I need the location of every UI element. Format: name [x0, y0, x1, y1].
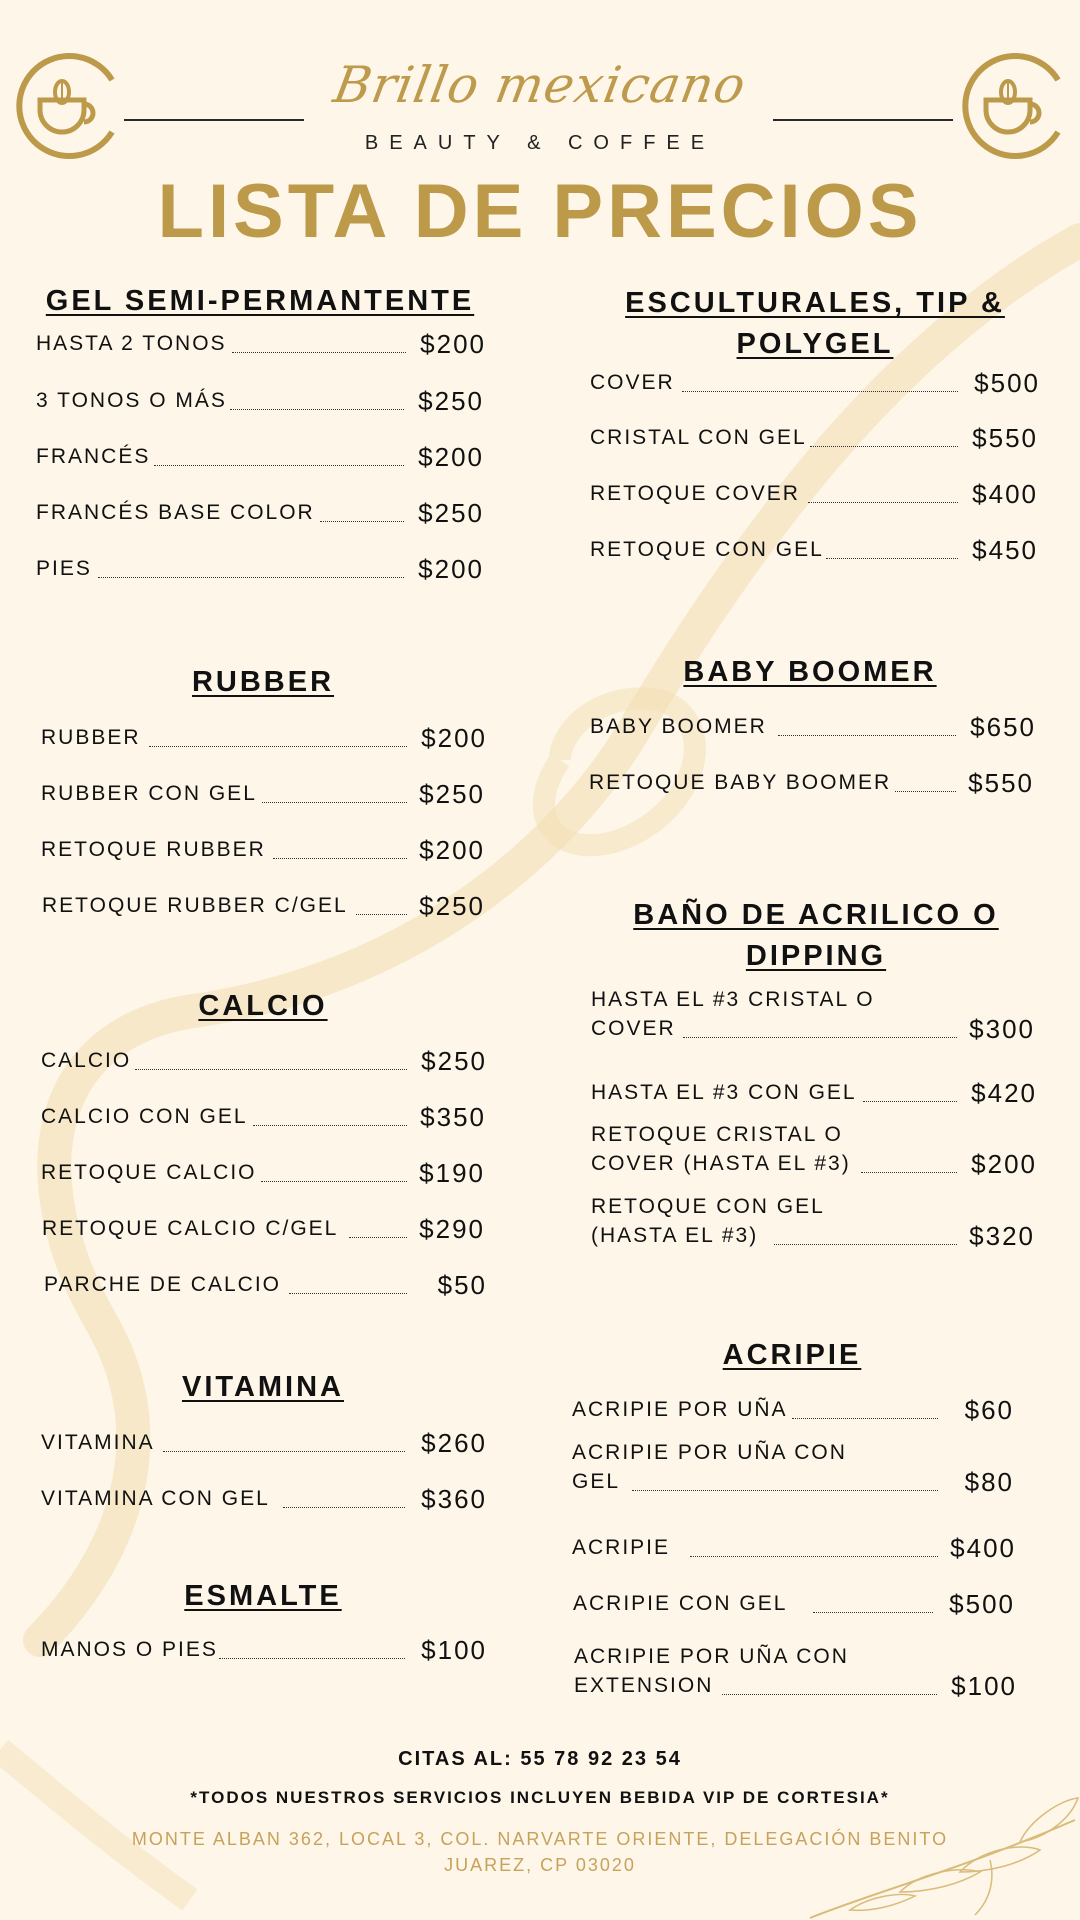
- item-price: $80: [964, 1467, 1014, 1497]
- appointment-phone: CITAS AL: 55 78 92 23 54: [398, 1748, 682, 1770]
- dotted-leader: [232, 352, 406, 353]
- section-title-acripie: ACRIPIE: [722, 1339, 862, 1371]
- item-name: HASTA EL #3 CON GEL: [591, 1081, 857, 1104]
- header-divider-right: [773, 119, 953, 121]
- price-row: [36, 320, 486, 370]
- item-price: $50: [437, 1270, 487, 1300]
- coffee-cup-logo-icon: [958, 50, 1070, 162]
- price-row: [41, 1093, 486, 1143]
- item-name: RETOQUE BABY BOOMER: [589, 771, 892, 794]
- item-price: $250: [419, 891, 485, 921]
- price-row: [41, 1037, 487, 1087]
- dotted-leader: [320, 521, 404, 522]
- item-name: VITAMINA: [41, 1431, 155, 1454]
- item-name: CALCIO: [41, 1049, 132, 1072]
- item-name: [591, 1120, 851, 1178]
- item-price: $550: [968, 768, 1034, 798]
- item-price: $200: [421, 723, 487, 753]
- item-name: HASTA 2 TONOS: [36, 332, 227, 355]
- item-name: RETOQUE CALCIO C/GEL: [42, 1217, 339, 1240]
- item-price: $650: [970, 712, 1036, 742]
- section-title-line: POLYGEL: [736, 328, 894, 360]
- price-row: [591, 1123, 1037, 1190]
- item-name-line: ACRIPIE POR UÑA CON: [574, 1645, 849, 1668]
- dotted-leader: [722, 1694, 937, 1695]
- item-price: $500: [974, 368, 1040, 398]
- price-row: [42, 882, 485, 932]
- item-price: $300: [969, 1014, 1035, 1044]
- price-row: [572, 1524, 1016, 1574]
- item-price: $400: [972, 479, 1038, 509]
- dotted-leader: [792, 1418, 938, 1419]
- item-name: [572, 1438, 847, 1496]
- dotted-leader: [632, 1490, 938, 1491]
- price-row: [573, 1580, 1015, 1630]
- item-price: $200: [420, 329, 486, 359]
- price-row: [36, 433, 484, 483]
- item-price: $200: [418, 554, 484, 584]
- item-name: [591, 985, 875, 1043]
- price-row: [590, 470, 1038, 520]
- dotted-leader: [863, 1101, 957, 1102]
- item-name-line: ACRIPIE POR UÑA CON: [572, 1441, 847, 1464]
- price-row: [41, 1475, 487, 1525]
- price-row: [36, 545, 484, 595]
- price-row: [589, 759, 1034, 809]
- item-name: [591, 1192, 825, 1250]
- dotted-leader: [262, 802, 407, 803]
- item-name: RUBBER: [41, 726, 141, 749]
- item-price: $550: [972, 423, 1038, 453]
- item-price: $260: [421, 1428, 487, 1458]
- section-title-gel: GEL SEMI-PERMANTENTE: [45, 285, 475, 317]
- dotted-leader: [774, 1244, 957, 1245]
- item-name-line: HASTA EL #3 CRISTAL O: [591, 988, 875, 1011]
- item-name: FRANCÉS BASE COLOR: [36, 501, 315, 524]
- price-row: [41, 770, 485, 820]
- header-divider-left: [124, 119, 304, 121]
- price-row: [41, 1626, 487, 1676]
- item-name-line: RETOQUE CON GEL: [591, 1195, 825, 1218]
- item-name: COVER: [590, 371, 675, 394]
- price-row: [36, 377, 484, 427]
- price-row: [42, 1205, 485, 1255]
- dotted-leader: [349, 1237, 407, 1238]
- item-price: $250: [418, 386, 484, 416]
- item-name-line: COVER (HASTA EL #3): [591, 1152, 851, 1175]
- section-title-rubber: RUBBER: [191, 666, 335, 698]
- item-name: RETOQUE CON GEL: [590, 538, 824, 561]
- price-row: [590, 414, 1038, 464]
- price-row: [41, 1419, 487, 1469]
- price-row: [591, 988, 1035, 1055]
- item-name-line: (HASTA EL #3): [591, 1224, 759, 1247]
- section-title-line: DIPPING: [745, 940, 887, 972]
- item-price: $360: [421, 1484, 487, 1514]
- dotted-leader: [154, 465, 404, 466]
- item-name: [574, 1642, 849, 1700]
- section-title-esculturales: [560, 283, 1070, 365]
- item-name: VITAMINA CON GEL: [41, 1487, 270, 1510]
- price-row: [572, 1441, 1014, 1508]
- dotted-leader: [219, 1658, 405, 1659]
- item-name: ACRIPIE POR UÑA: [572, 1398, 788, 1421]
- item-name: RETOQUE RUBBER: [41, 838, 266, 861]
- item-name: FRANCÉS: [36, 445, 151, 468]
- dotted-leader: [690, 1556, 938, 1557]
- page-title: LISTA DE PRECIOS: [157, 169, 923, 254]
- dotted-leader: [135, 1069, 407, 1070]
- dotted-leader: [813, 1612, 933, 1613]
- item-name: BABY BOOMER: [590, 715, 767, 738]
- dotted-leader: [149, 746, 407, 747]
- item-name: 3 TONOS O MÁS: [36, 389, 227, 412]
- dotted-leader: [273, 858, 407, 859]
- dotted-leader: [895, 791, 956, 792]
- item-price: $200: [418, 442, 484, 472]
- decorative-leaf-icon: [790, 1780, 1080, 1920]
- section-title-acrilico: [560, 895, 1072, 977]
- section-title-baby-boomer: BABY BOOMER: [683, 656, 937, 688]
- dotted-leader: [778, 735, 956, 736]
- price-row: [590, 703, 1036, 753]
- item-price: $420: [971, 1078, 1037, 1108]
- price-row: [574, 1645, 1017, 1712]
- coffee-cup-logo-icon: [12, 50, 124, 162]
- item-name-line: GEL: [572, 1470, 621, 1493]
- dotted-leader: [289, 1293, 407, 1294]
- price-row: [44, 1261, 487, 1311]
- section-title-calcio: CALCIO: [198, 990, 328, 1022]
- dotted-leader: [682, 391, 958, 392]
- dotted-leader: [253, 1125, 407, 1126]
- section-title-esmalte: ESMALTE: [184, 1580, 342, 1612]
- item-price: $250: [421, 1046, 487, 1076]
- item-price: $250: [419, 779, 485, 809]
- item-price: $100: [951, 1671, 1017, 1701]
- item-name-line: COVER: [591, 1017, 676, 1040]
- brand-subtitle: BEAUTY & COFFEE: [364, 132, 716, 154]
- price-row: [590, 359, 1040, 409]
- dotted-leader: [283, 1507, 405, 1508]
- item-price: $400: [950, 1533, 1016, 1563]
- item-price: $200: [419, 835, 485, 865]
- section-title-line: ESCULTURALES, TIP &: [625, 287, 1005, 319]
- item-name: PARCHE DE CALCIO: [44, 1273, 281, 1296]
- item-name: MANOS O PIES: [41, 1638, 218, 1661]
- dotted-leader: [808, 502, 958, 503]
- dotted-leader: [861, 1172, 957, 1173]
- item-name: RETOQUE COVER: [590, 482, 800, 505]
- dotted-leader: [683, 1037, 957, 1038]
- dotted-leader: [98, 577, 404, 578]
- item-name: PIES: [36, 557, 92, 580]
- dotted-leader: [810, 446, 958, 447]
- item-name: ACRIPIE: [572, 1536, 671, 1559]
- item-price: $190: [419, 1158, 485, 1188]
- price-row: [41, 714, 487, 764]
- item-name-line: RETOQUE CRISTAL O: [591, 1123, 843, 1146]
- item-name-line: EXTENSION: [574, 1674, 714, 1697]
- price-row: [590, 526, 1038, 576]
- item-price: $290: [419, 1214, 485, 1244]
- item-name: ACRIPIE CON GEL: [573, 1592, 788, 1615]
- dotted-leader: [261, 1181, 407, 1182]
- dotted-leader: [163, 1451, 405, 1452]
- price-row: [41, 826, 485, 876]
- brand-name: Brillo mexicano: [329, 56, 751, 114]
- item-name: RETOQUE CALCIO: [41, 1161, 257, 1184]
- price-row: [591, 1195, 1035, 1262]
- item-price: $320: [969, 1221, 1035, 1251]
- section-title-line: BAÑO DE ACRILICO O: [633, 899, 999, 931]
- item-price: $100: [421, 1635, 487, 1665]
- courtesy-drink-note: *TODOS NUESTROS SERVICIOS INCLUYEN BEBIDA VIP DE CORTESIA*: [190, 1788, 890, 1807]
- price-row: [591, 1069, 1037, 1119]
- dotted-leader: [826, 558, 958, 559]
- item-name: CRISTAL CON GEL: [590, 426, 807, 449]
- item-price: $250: [418, 498, 484, 528]
- item-name: CALCIO CON GEL: [41, 1105, 248, 1128]
- price-row: [36, 489, 484, 539]
- item-price: $200: [971, 1149, 1037, 1179]
- price-row: [41, 1149, 485, 1199]
- item-price: $350: [420, 1102, 486, 1132]
- item-price: $500: [949, 1589, 1015, 1619]
- item-price: $450: [972, 535, 1038, 565]
- item-name: RETOQUE RUBBER C/GEL: [42, 894, 348, 917]
- address: MONTE ALBAN 362, LOCAL 3, COL. NARVARTE ORIENTE, DELEGACIÓN BENITO JUAREZ, CP 03020: [131, 1829, 949, 1875]
- dotted-leader: [230, 409, 404, 410]
- dotted-leader: [356, 914, 407, 915]
- price-row: [572, 1386, 1014, 1436]
- item-name: RUBBER CON GEL: [41, 782, 257, 805]
- section-title-vitamina: VITAMINA: [181, 1371, 344, 1403]
- item-price: $60: [964, 1395, 1014, 1425]
